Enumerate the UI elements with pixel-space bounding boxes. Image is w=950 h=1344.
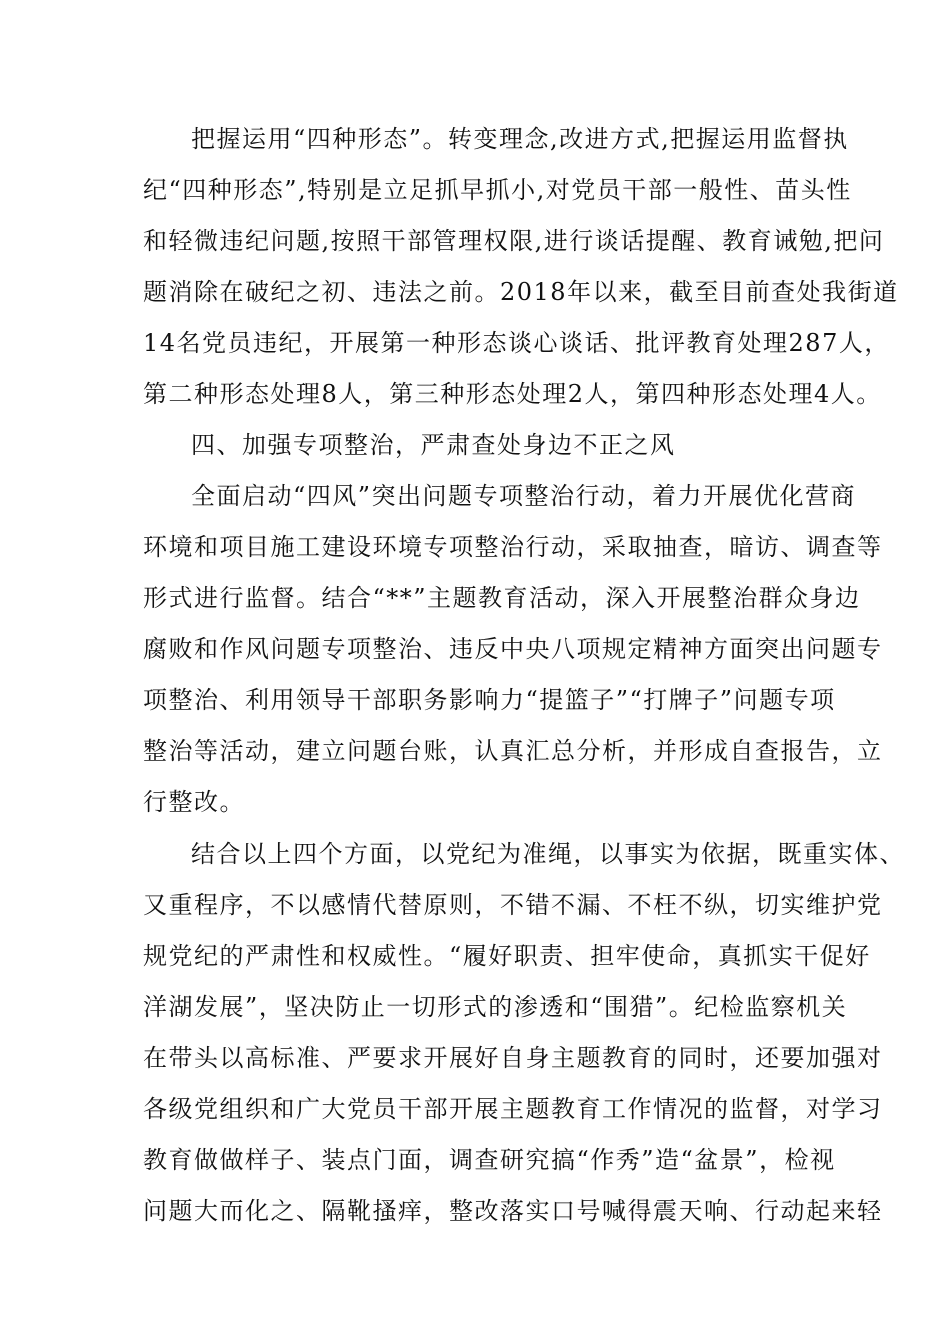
paragraph-2-line-3: 形式进行监督。结合“**”主题教育活动，深入开展整治群众身边: [143, 584, 861, 612]
paragraph-2-line-7: 行整改。: [143, 788, 245, 816]
paragraph-2-line-2: 环境和项目施工建设环境专项整治行动，采取抽查，暗访、调查等: [143, 533, 883, 561]
paragraph-3-line-1: 结合以上四个方面，以党纪为准绳，以事实为依据，既重实体、: [191, 840, 905, 868]
paragraph-3-line-4: 洋湖发展”，坚决防止一切形式的渗透和“围猎”。纪检监察机关: [143, 993, 848, 1021]
paragraph-3-line-6: 各级党组织和广大党员干部开展主题教育工作情况的监督，对学习: [143, 1095, 883, 1123]
paragraph-1-line-1: 把握运用“四种形态”。转变理念,改进方式,把握运用监督执: [191, 125, 849, 153]
paragraph-1-line-5: 14名党员违纪，开展第一种形态谈心谈话、批评教育处理287人，: [143, 329, 890, 357]
paragraph-3-line-2: 又重程序，不以感情代替原则，不错不漏、不枉不纵，切实维护党: [143, 891, 883, 919]
section-heading-4: 四、加强专项整治，严肃查处身边不正之风: [191, 431, 676, 459]
paragraph-2-line-4: 腐败和作风问题专项整治、违反中央八项规定精神方面突出问题专: [143, 635, 883, 663]
paragraph-1-line-6: 第二种形态处理8人，第三种形态处理2人，第四种形态处理4人。: [143, 380, 882, 408]
paragraph-2-line-5: 项整治、利用领导干部职务影响力“提篮子”“打牌子”问题专项: [143, 686, 836, 714]
paragraph-2-line-6: 整治等活动，建立问题台账，认真汇总分析，并形成自查报告，立: [143, 737, 883, 765]
paragraph-1-line-2: 纪“四种形态”,特别是立足抓早抓小,对党员干部一般性、苗头性: [143, 176, 852, 204]
paragraph-2-line-1: 全面启动“四风”突出问题专项整治行动，着力开展优化营商: [191, 482, 857, 510]
paragraph-1-line-4: 题消除在破纪之初、违法之前。2018年以来，截至目前查处我街道: [143, 278, 899, 306]
paragraph-3-line-7: 教育做做样子、装点门面，调查研究搞“作秀”造“盆景”，检视: [143, 1146, 836, 1174]
paragraph-3-line-5: 在带头以高标准、严要求开展好自身主题教育的同时，还要加强对: [143, 1044, 883, 1072]
paragraph-3-line-8: 问题大而化之、隔靴搔痒，整改落实口号喊得震天响、行动起来轻: [143, 1197, 883, 1225]
paragraph-3-line-3: 规党纪的严肃性和权威性。“履好职责、担牢使命，真抓实干促好: [143, 942, 871, 970]
paragraph-1-line-3: 和轻微违纪问题,按照干部管理权限,进行谈话提醒、教育诫勉,把问: [143, 227, 885, 255]
